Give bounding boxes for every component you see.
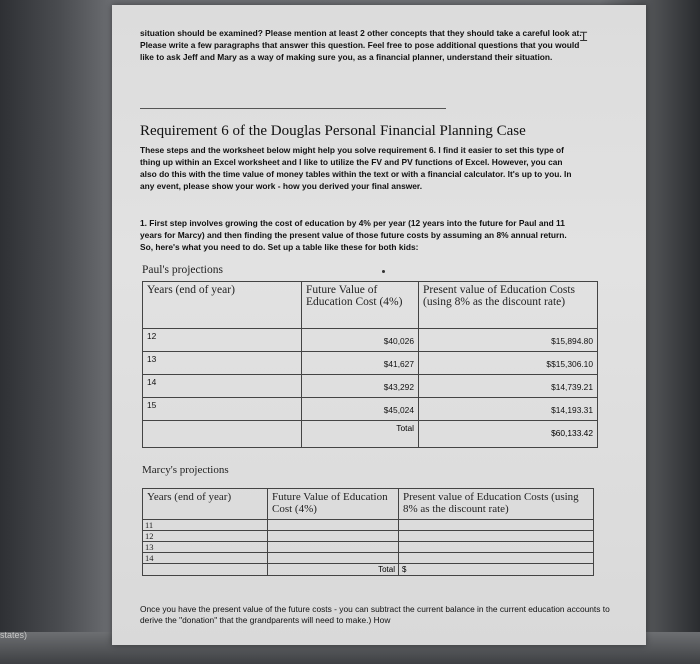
fv-cell bbox=[268, 542, 399, 553]
fv-cell bbox=[268, 531, 399, 542]
year-cell: 15 bbox=[147, 400, 157, 410]
header-cell-years: Years (end of year) bbox=[143, 282, 302, 329]
requirement-paragraph: These steps and the worksheet below might help you solve requirement 6. I find it easier to set this type of thing up within an Excel worksheet and I like to utilize the FV and PV functions of Excel. However, you can also do this with the time value of money tables within the text or with a financial calculator. It's up to you. In any event, please show your work - how you derived your final answer. bbox=[140, 145, 572, 191]
year-cell: 14 bbox=[147, 377, 157, 387]
intro-paragraph: situation should be examined? Please mention at least 2 other concepts that they should take a careful look at. Please write a few paragraphs that answer this question. Feel free to pose additional questions that you would like to ask Jeff and Mary as a way of making sure you, as a financial planner, understand their situation. bbox=[140, 28, 582, 62]
pv-cell bbox=[399, 553, 594, 564]
fv-cell: $45,024 bbox=[383, 405, 414, 415]
year-cell: 12 bbox=[143, 531, 268, 542]
header-cell-fv: Future Value of Education Cost (4%) bbox=[268, 489, 399, 520]
header-cell-years: Years (end of year) bbox=[143, 489, 268, 520]
decorative-dot bbox=[382, 270, 385, 273]
step-one-paragraph: 1. First step involves growing the cost of education by 4% per year (12 years into the future for Paul and 11 years for Marcy) and then finding the present value of those future costs by assuming an 8% annual return. So, here's what you need to do. Set up a table like these for both kids: bbox=[140, 218, 567, 252]
marcy-projections-table bbox=[142, 488, 594, 576]
paul-projections-table bbox=[142, 281, 598, 448]
fv-cell bbox=[268, 520, 399, 531]
table-row bbox=[143, 375, 598, 398]
fv-cell: $41,627 bbox=[383, 359, 414, 369]
pv-cell: $14,739.21 bbox=[551, 382, 593, 392]
year-cell: 11 bbox=[143, 520, 268, 531]
table-row bbox=[143, 531, 594, 542]
table-row bbox=[143, 520, 594, 531]
background-text: states) bbox=[0, 630, 28, 640]
pv-cell: $15,894.80 bbox=[551, 336, 593, 346]
pv-cell bbox=[399, 542, 594, 553]
total-row bbox=[143, 564, 594, 576]
divider-line bbox=[140, 108, 446, 109]
year-cell: 13 bbox=[143, 542, 268, 553]
year-cell: 14 bbox=[143, 553, 268, 564]
text-cursor-icon: Ɪ bbox=[580, 29, 588, 44]
total-value: $60,133.42 bbox=[551, 428, 593, 438]
fv-cell: $40,026 bbox=[383, 336, 414, 346]
pv-cell bbox=[399, 531, 594, 542]
fv-cell bbox=[268, 553, 399, 564]
year-cell: 12 bbox=[147, 331, 157, 341]
header-cell-fv: Future Value of Education Cost (4%) bbox=[302, 282, 419, 329]
empty-cell bbox=[143, 421, 302, 448]
marcy-caption: Marcy's projections bbox=[142, 464, 229, 476]
closing-paragraph: Once you have the present value of the future costs - you can subtract the current balance in the current education accounts to derive the "donation" that the grandparents will need to make.) How bbox=[140, 604, 610, 625]
total-label: Total bbox=[396, 423, 414, 433]
header-cell-pv: Present value of Education Costs (using 8% as the discount rate) bbox=[399, 489, 594, 520]
pv-cell: $14,193.31 bbox=[551, 405, 593, 415]
table-header-row bbox=[143, 282, 598, 329]
year-cell: 13 bbox=[147, 354, 157, 364]
pv-cell: $$15,306.10 bbox=[546, 359, 593, 369]
table-row bbox=[143, 542, 594, 553]
table-row bbox=[143, 352, 598, 375]
total-row bbox=[143, 421, 598, 448]
table-row bbox=[143, 398, 598, 421]
paul-caption: Paul's projections bbox=[142, 264, 223, 276]
requirement-title: Requirement 6 of the Douglas Personal Financial Planning Case bbox=[140, 123, 526, 139]
table-header-row bbox=[143, 489, 594, 520]
table-row bbox=[143, 329, 598, 352]
fv-cell: $43,292 bbox=[383, 382, 414, 392]
empty-cell bbox=[143, 564, 268, 576]
table-row bbox=[143, 553, 594, 564]
total-label: Total bbox=[268, 564, 399, 576]
total-value: $ bbox=[399, 564, 594, 576]
header-cell-pv: Present value of Education Costs (using 8% as the discount rate) bbox=[419, 282, 598, 329]
document-page bbox=[112, 5, 646, 645]
pv-cell bbox=[399, 520, 594, 531]
